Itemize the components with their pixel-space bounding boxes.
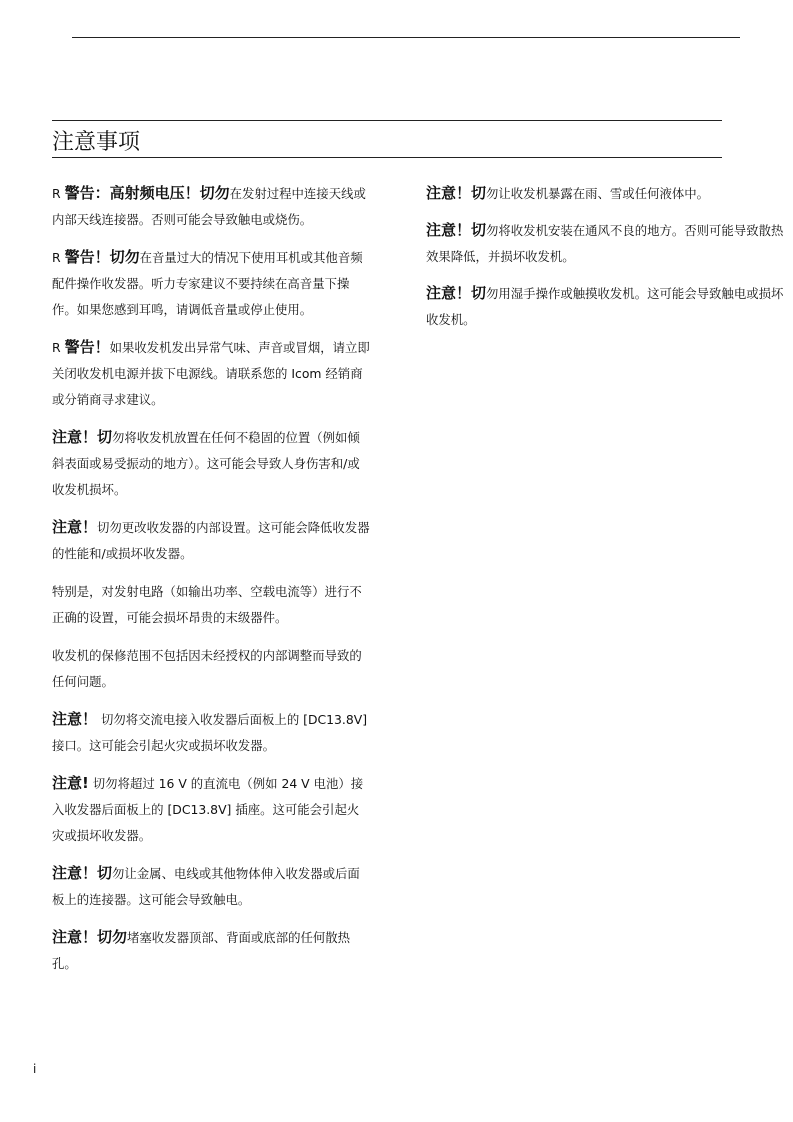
header-rule (72, 37, 740, 38)
caution-internal-settings (52, 514, 370, 567)
caution-text: 勿将收发机放置在任何不稳固的位置（例如倾斜表面或易受振动的地方）。这可能会导致人身伤害和/或收发机损坏。 (52, 430, 360, 497)
warning-mark: R (52, 186, 65, 201)
caution-dc-overvoltage (52, 770, 370, 849)
caution-ac-power (52, 706, 370, 759)
title-rule-bottom (52, 157, 722, 158)
warning-lead: 警告！切勿 (64, 248, 140, 266)
page-title: 注意事项 (52, 130, 141, 155)
left-column (52, 180, 370, 988)
warning-rf-voltage (52, 180, 370, 233)
caution-text: 勿让收发机暴露在雨、雪或任何液体中。 (486, 186, 710, 201)
warning-mark: R (52, 250, 65, 265)
note-text: 特别是，对发射电路（如输出功率、空载电流等）进行不正确的设置，可能会损坏昂贵的末级器件。 (52, 584, 362, 625)
warning-text: 在音量过大的情况下使用耳机或其他音频配件操作收发器。听力专家建议不要持续在高音量下操作。如果您感到耳鸣，请调低音量或停止使用。 (52, 250, 363, 317)
note-transmit-circuit (52, 578, 370, 631)
caution-unstable-place (52, 424, 370, 503)
caution-lead: 注意！切勿 (52, 928, 128, 946)
caution-text: 勿用湿手操作或触摸收发机。这可能会导致触电或损坏收发机。 (426, 286, 784, 327)
caution-text: 切勿更改收发器的内部设置。这可能会降低收发器的性能和/或损坏收发器。 (52, 520, 370, 561)
caution-lead: 注意！ (52, 518, 98, 536)
note-text: 收发机的保修范围不包括因未经授权的内部调整而导致的任何问题。 (52, 648, 362, 689)
caution-text: 堵塞收发器顶部、背面或底部的任何散热孔。 (52, 930, 351, 971)
page-number: i (33, 1062, 37, 1076)
warning-mark: R (52, 340, 65, 355)
caution-lead: 注意！切 (52, 428, 113, 446)
caution-rain-snow (426, 180, 793, 207)
caution-lead: 注意! (52, 774, 89, 792)
caution-text: 切勿将超过 16 V 的直流电（例如 24 V 电池）接入收发器后面板上的 [DC13.8V] 插座。这可能会引起火灾或损坏收发器。 (52, 776, 364, 843)
caution-lead: 注意！切 (426, 184, 487, 202)
warning-headphone-volume (52, 244, 370, 323)
caution-metal-objects (52, 860, 370, 913)
right-column (426, 180, 793, 343)
title-rule-top (52, 120, 722, 121)
caution-wet-hands (426, 280, 793, 333)
warning-abnormal-smell (52, 334, 370, 413)
caution-lead: 注意！切 (426, 284, 487, 302)
caution-poor-ventilation (426, 217, 793, 270)
warning-lead: 警告：高射频电压！切勿 (64, 184, 230, 202)
caution-vent-holes (52, 924, 370, 977)
note-warranty (52, 642, 370, 695)
warning-text: 在发射过程中连接天线或内部天线连接器。否则可能会导致触电或烧伤。 (52, 186, 366, 227)
caution-lead: 注意！切 (52, 864, 113, 882)
caution-lead: 注意！ (52, 710, 98, 728)
caution-lead: 注意！切 (426, 221, 487, 239)
caution-text: 切勿将交流电接入收发器后面板上的 [DC13.8V] 接口。这可能会引起火灾或损坏收发器。 (52, 712, 368, 753)
caution-text: 勿让金属、电线或其他物体伸入收发器或后面板上的连接器。这可能会导致触电。 (52, 866, 360, 907)
warning-lead: 警告！ (64, 338, 110, 356)
caution-text: 勿将收发机安装在通风不良的地方。否则可能导致散热效果降低，并损坏收发机。 (426, 223, 784, 264)
warning-text: 如果收发机发出异常气味、声音或冒烟，请立即关闭收发机电源并拔下电源线。请联系您的 Icom 经销商或分销商寻求建议。 (52, 340, 370, 407)
